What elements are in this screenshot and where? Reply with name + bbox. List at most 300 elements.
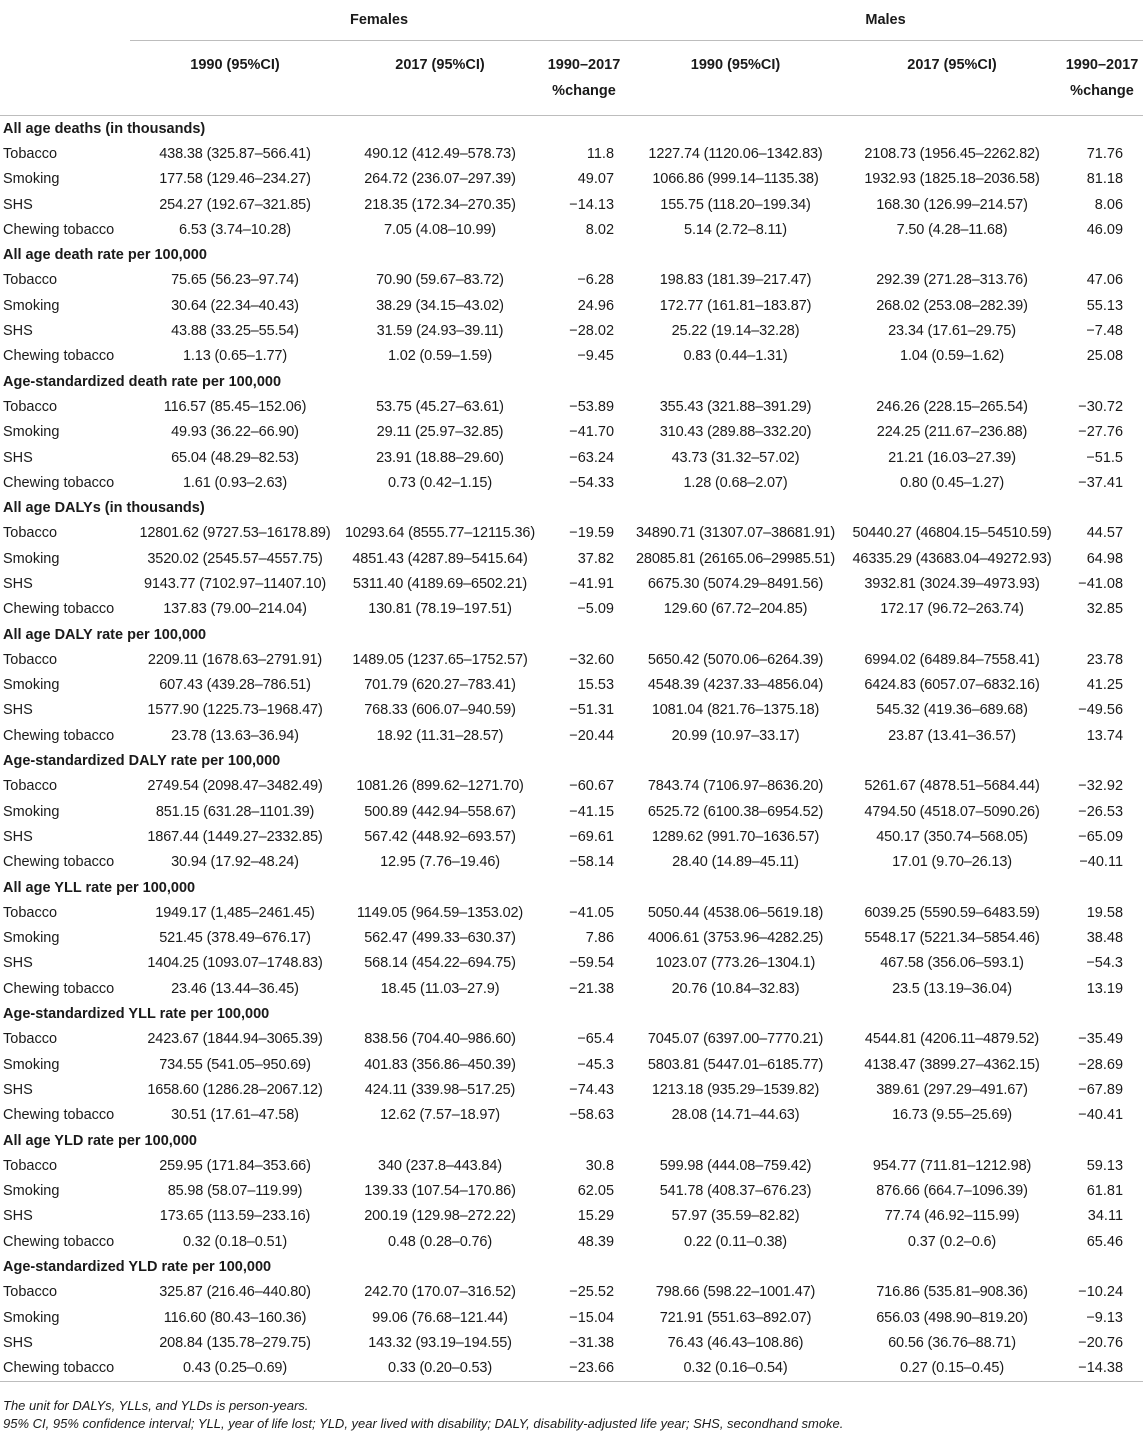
female-2017: 99.06 (76.68–121.44) bbox=[372, 1309, 508, 1326]
table-row bbox=[0, 1229, 1143, 1254]
male-2017: 389.61 (297.29–491.67) bbox=[876, 1081, 1028, 1098]
female-change: −65.4 bbox=[577, 1031, 615, 1048]
female-1990: 9143.77 (7102.97–11407.10) bbox=[143, 575, 327, 592]
section-header-row bbox=[0, 748, 1143, 773]
female-2017: 200.19 (129.98–272.22) bbox=[364, 1208, 516, 1225]
row-label: Tobacco bbox=[3, 525, 58, 542]
female-2017: 838.56 (704.40–986.60) bbox=[364, 1031, 516, 1048]
row-label: SHS bbox=[3, 1334, 33, 1351]
male-2017: 23.87 (13.41–36.57) bbox=[888, 727, 1016, 744]
male-1990: 6675.30 (5074.29–8491.56) bbox=[647, 575, 824, 592]
row-label: Tobacco bbox=[3, 398, 58, 415]
section-header-row bbox=[0, 1001, 1143, 1026]
row-label: Smoking bbox=[3, 930, 60, 947]
male-1990: 1227.74 (1120.06–1342.83) bbox=[648, 145, 823, 162]
male-2017: 50440.27 (46804.15–54510.59) bbox=[852, 525, 1052, 542]
row-label: Tobacco bbox=[3, 272, 58, 289]
table-row bbox=[0, 1027, 1143, 1052]
female-1990: 2749.54 (2098.47–3482.49) bbox=[147, 778, 323, 795]
footnote-abbreviations: 95% CI, 95% confidence interval; YLL, year of life lost; YLD, year lived with disability; DALY, disability-adjusted life year; SHS, secondhand smoke. bbox=[3, 1416, 844, 1431]
female-2017: 5311.40 (4189.69–6502.21) bbox=[352, 575, 528, 592]
male-change: −28.69 bbox=[1078, 1056, 1124, 1073]
section-header-row bbox=[0, 622, 1143, 647]
male-2017: 21.21 (16.03–27.39) bbox=[888, 449, 1016, 466]
female-change: −31.38 bbox=[569, 1334, 615, 1351]
female-2017: 567.42 (448.92–693.57) bbox=[364, 828, 516, 845]
male-change: 23.78 bbox=[1086, 651, 1124, 668]
female-change: −15.04 bbox=[569, 1309, 615, 1326]
female-change: −19.59 bbox=[569, 525, 615, 542]
male-2017: 4138.47 (3899.27–4362.15) bbox=[864, 1056, 1040, 1073]
female-1990: 1577.90 (1225.73–1968.47) bbox=[147, 702, 323, 719]
female-1990: 2423.67 (1844.94–3065.39) bbox=[147, 1031, 323, 1048]
female-2017: 0.73 (0.42–1.15) bbox=[387, 474, 492, 491]
section-title: All age YLD rate per 100,000 bbox=[3, 1132, 197, 1149]
table-row bbox=[0, 647, 1143, 672]
row-label: Chewing tobacco bbox=[3, 1233, 115, 1250]
female-1990: 177.58 (129.46–234.27) bbox=[159, 171, 311, 188]
female-change: 30.8 bbox=[585, 1157, 615, 1174]
female-change: −32.60 bbox=[569, 651, 615, 668]
female-change: −28.02 bbox=[569, 323, 615, 340]
female-1990: 30.51 (17.61–47.58) bbox=[171, 1107, 299, 1124]
col-header-f-2017: 2017 (95%CI) bbox=[340, 41, 540, 116]
male-1990: 28.08 (14.71–44.63) bbox=[671, 1107, 800, 1124]
male-change: 64.98 bbox=[1086, 550, 1124, 567]
male-1990: 1213.18 (935.29–1539.82) bbox=[651, 1081, 820, 1098]
male-change: 19.58 bbox=[1086, 904, 1124, 921]
female-1990: 12801.62 (9727.53–16178.89) bbox=[139, 525, 331, 542]
male-change: −51.5 bbox=[1086, 449, 1124, 466]
row-label: Chewing tobacco bbox=[3, 727, 115, 744]
row-label: Chewing tobacco bbox=[3, 601, 115, 618]
male-2017: 0.27 (0.15–0.45) bbox=[843, 1356, 1061, 1382]
female-2017: 242.70 (170.07–316.52) bbox=[364, 1284, 516, 1301]
male-1990: 20.99 (10.97–33.17) bbox=[671, 727, 800, 744]
male-change: −7.48 bbox=[1086, 323, 1124, 340]
female-2017: 568.14 (454.22–694.75) bbox=[364, 955, 516, 972]
female-change: 62.05 bbox=[577, 1183, 615, 1200]
male-1990: 721.91 (551.63–892.07) bbox=[659, 1309, 812, 1326]
male-1990: 5803.81 (5447.01–6185.77) bbox=[647, 1056, 824, 1073]
male-2017: 23.34 (17.61–29.75) bbox=[888, 323, 1016, 340]
female-change: 48.39 bbox=[577, 1233, 615, 1250]
table-row bbox=[0, 900, 1143, 925]
male-1990: 1289.62 (991.70–1636.57) bbox=[651, 828, 820, 845]
female-2017: 23.91 (18.88–29.60) bbox=[376, 449, 504, 466]
female-2017: 218.35 (172.34–270.35) bbox=[364, 196, 516, 213]
table-row bbox=[0, 723, 1143, 748]
section-header-row bbox=[0, 1254, 1143, 1279]
row-label: SHS bbox=[3, 1081, 33, 1098]
male-1990: 1081.04 (821.76–1375.18) bbox=[651, 702, 820, 719]
male-1990: 1023.07 (773.26–1304.1) bbox=[655, 955, 816, 972]
male-1990: 155.75 (118.20–199.34) bbox=[660, 196, 811, 213]
section-header-row bbox=[0, 1128, 1143, 1153]
blank-subheader bbox=[0, 41, 130, 116]
male-change: −35.49 bbox=[1078, 1031, 1124, 1048]
female-change: −74.43 bbox=[569, 1081, 615, 1098]
female-change: −59.54 bbox=[569, 955, 615, 972]
row-label: Smoking bbox=[3, 803, 60, 820]
row-label: SHS bbox=[3, 702, 33, 719]
female-2017: 1.02 (0.59–1.59) bbox=[387, 348, 492, 365]
table-row bbox=[0, 318, 1143, 343]
table-row bbox=[0, 951, 1143, 976]
female-1990: 0.43 (0.25–0.69) bbox=[130, 1356, 340, 1382]
male-2017: 6424.83 (6057.07–6832.16) bbox=[864, 677, 1040, 694]
female-change: −54.33 bbox=[569, 474, 615, 491]
male-2017: 4794.50 (4518.07–5090.26) bbox=[864, 803, 1040, 820]
female-2017: 768.33 (606.07–940.59) bbox=[364, 702, 516, 719]
row-label: Smoking bbox=[3, 1309, 60, 1326]
section-title: All age DALY rate per 100,000 bbox=[3, 626, 207, 643]
female-1990: 30.94 (17.92–48.24) bbox=[171, 854, 299, 871]
female-2017: 7.05 (4.08–10.99) bbox=[384, 221, 496, 238]
male-change: 81.18 bbox=[1086, 171, 1124, 188]
female-2017: 70.90 (59.67–83.72) bbox=[376, 272, 504, 289]
female-2017: 29.11 (25.97–32.85) bbox=[376, 424, 504, 441]
male-1990: 355.43 (321.88–391.29) bbox=[659, 398, 812, 415]
group-header-row bbox=[0, 0, 1143, 41]
male-change: 38.48 bbox=[1086, 930, 1124, 947]
female-2017: 18.45 (11.03–27.9) bbox=[380, 980, 500, 997]
female-change: −21.38 bbox=[569, 980, 615, 997]
male-change: −40.41 bbox=[1078, 1107, 1124, 1124]
section-title: All age death rate per 100,000 bbox=[3, 247, 207, 264]
female-change: −25.52 bbox=[569, 1284, 615, 1301]
male-change: −41.08 bbox=[1078, 575, 1124, 592]
male-change: −40.11 bbox=[1079, 854, 1124, 871]
male-change: 41.25 bbox=[1086, 677, 1124, 694]
female-2017: 130.81 (78.19–197.51) bbox=[368, 601, 512, 618]
row-label: Tobacco bbox=[3, 1284, 58, 1301]
female-1990: 607.43 (439.28–786.51) bbox=[159, 677, 311, 694]
table-row bbox=[0, 1103, 1143, 1128]
male-2017: 1.04 (0.59–1.62) bbox=[900, 348, 1005, 365]
row-label: Chewing tobacco bbox=[0, 1356, 130, 1382]
female-1990: 208.84 (135.78–279.75) bbox=[159, 1334, 311, 1351]
female-2017: 340 (237.8–443.84) bbox=[378, 1157, 502, 1174]
row-label: Smoking bbox=[3, 297, 60, 314]
male-1990: 541.78 (408.37–676.23) bbox=[659, 1183, 812, 1200]
male-change: −67.89 bbox=[1078, 1081, 1124, 1098]
table-row bbox=[0, 1178, 1143, 1203]
male-change: −54.3 bbox=[1086, 955, 1124, 972]
table-row bbox=[0, 1305, 1143, 1330]
male-change: 61.81 bbox=[1086, 1183, 1124, 1200]
female-1990: 851.15 (631.28–1101.39) bbox=[155, 803, 315, 820]
table-row bbox=[0, 344, 1143, 369]
section-title: All age deaths (in thousands) bbox=[3, 120, 206, 137]
female-1990: 43.88 (33.25–55.54) bbox=[171, 323, 299, 340]
row-label: Tobacco bbox=[3, 904, 58, 921]
male-1990: 5050.44 (4538.06–5619.18) bbox=[647, 904, 824, 921]
row-label: SHS bbox=[3, 1208, 33, 1225]
female-1990: 23.46 (13.44–36.45) bbox=[171, 980, 299, 997]
table-row bbox=[0, 799, 1143, 824]
female-1990: 116.57 (85.45–152.06) bbox=[163, 398, 307, 415]
male-change: −14.38 bbox=[1061, 1356, 1143, 1382]
female-change: −14.13 bbox=[569, 196, 615, 213]
male-2017: 3932.81 (3024.39–4973.93) bbox=[864, 575, 1040, 592]
table-row bbox=[0, 824, 1143, 849]
female-change: −41.91 bbox=[569, 575, 615, 592]
male-1990: 1066.86 (999.14–1135.38) bbox=[652, 171, 819, 188]
row-label: SHS bbox=[3, 828, 33, 845]
table-row bbox=[0, 141, 1143, 166]
female-1990: 173.65 (113.59–233.16) bbox=[159, 1208, 311, 1225]
male-1990: 4548.39 (4237.33–4856.04) bbox=[647, 677, 824, 694]
col-header-f-change bbox=[540, 41, 628, 116]
male-change: −27.76 bbox=[1078, 424, 1124, 441]
female-2017: 1149.05 (964.59–1353.02) bbox=[356, 904, 524, 921]
female-1990: 1404.25 (1093.07–1748.83) bbox=[147, 955, 323, 972]
male-change: 55.13 bbox=[1086, 297, 1124, 314]
male-1990: 0.32 (0.16–0.54) bbox=[628, 1356, 843, 1382]
column-header-row bbox=[0, 41, 1143, 116]
male-2017: 2108.73 (1956.45–2262.82) bbox=[864, 145, 1040, 162]
table-row bbox=[0, 420, 1143, 445]
male-change: −37.41 bbox=[1078, 474, 1124, 491]
row-label: Chewing tobacco bbox=[3, 980, 115, 997]
section-title: All age DALYs (in thousands) bbox=[3, 500, 205, 517]
female-change: −69.61 bbox=[569, 828, 615, 845]
female-change: −41.70 bbox=[569, 424, 615, 441]
female-2017: 500.89 (442.94–558.67) bbox=[364, 803, 516, 820]
male-1990: 34890.71 (31307.07–38681.91) bbox=[636, 525, 835, 542]
male-change: 25.08 bbox=[1086, 348, 1124, 365]
male-1990: 43.73 (31.32–57.02) bbox=[671, 449, 800, 466]
female-1990: 75.65 (56.23–97.74) bbox=[171, 272, 299, 289]
female-change: −6.28 bbox=[577, 272, 615, 289]
male-1990: 7843.74 (7106.97–8636.20) bbox=[647, 778, 824, 795]
female-2017: 12.95 (7.76–19.46) bbox=[380, 854, 500, 871]
col-header-m-2017: 2017 (95%CI) bbox=[843, 41, 1061, 116]
female-2017: 701.79 (620.27–783.41) bbox=[364, 677, 516, 694]
male-change: 46.09 bbox=[1086, 221, 1124, 238]
male-1990: 5650.42 (5070.06–6264.39) bbox=[647, 651, 824, 668]
row-label: SHS bbox=[3, 955, 33, 972]
row-label: Smoking bbox=[3, 677, 60, 694]
female-1990: 137.83 (79.00–214.04) bbox=[163, 601, 307, 618]
male-1990: 0.83 (0.44–1.31) bbox=[683, 348, 788, 365]
male-2017: 0.80 (0.45–1.27) bbox=[900, 474, 1005, 491]
female-change: −5.09 bbox=[577, 601, 615, 618]
table-row bbox=[0, 1077, 1143, 1102]
female-1990: 3520.02 (2545.57–4557.75) bbox=[147, 550, 323, 567]
female-change: −20.44 bbox=[569, 727, 615, 744]
male-2017: 17.01 (9.70–26.13) bbox=[892, 854, 1012, 871]
section-header-row bbox=[0, 495, 1143, 520]
male-change: 8.06 bbox=[1094, 196, 1124, 213]
male-change: 47.06 bbox=[1086, 272, 1124, 289]
row-label: SHS bbox=[3, 449, 33, 466]
female-1990: 6.53 (3.74–10.28) bbox=[179, 221, 291, 238]
female-change: −45.3 bbox=[577, 1056, 615, 1073]
male-1990: 599.98 (444.08–759.42) bbox=[659, 1157, 812, 1174]
female-2017: 0.48 (0.28–0.76) bbox=[387, 1233, 492, 1250]
female-2017: 18.92 (11.31–28.57) bbox=[376, 727, 504, 744]
female-1990: 254.27 (192.67–321.85) bbox=[159, 196, 311, 213]
section-title: Age-standardized DALY rate per 100,000 bbox=[3, 753, 281, 770]
female-change: −23.66 bbox=[540, 1356, 628, 1382]
blank-header bbox=[0, 0, 130, 41]
male-2017: 292.39 (271.28–313.76) bbox=[876, 272, 1028, 289]
female-change: −60.67 bbox=[569, 778, 615, 795]
male-1990: 28085.81 (26165.06–29985.51) bbox=[636, 550, 835, 567]
row-label: Tobacco bbox=[3, 1157, 58, 1174]
col-header-m-change-l2: %change bbox=[1070, 83, 1134, 99]
male-1990: 798.66 (598.22–1001.47) bbox=[655, 1284, 816, 1301]
female-1990: 521.45 (378.49–676.17) bbox=[159, 930, 311, 947]
male-1990: 310.43 (289.88–332.20) bbox=[659, 424, 812, 441]
footnotes bbox=[3, 1397, 843, 1433]
male-2017: 268.02 (253.08–282.39) bbox=[876, 297, 1028, 314]
female-change: 24.96 bbox=[577, 297, 615, 314]
male-1990: 198.83 (181.39–217.47) bbox=[659, 272, 812, 289]
female-2017: 4851.43 (4287.89–5415.64) bbox=[352, 550, 528, 567]
male-change: −26.53 bbox=[1078, 803, 1124, 820]
male-1990: 25.22 (19.14–32.28) bbox=[671, 323, 800, 340]
female-change: −41.05 bbox=[569, 904, 615, 921]
male-change: 44.57 bbox=[1086, 525, 1124, 542]
female-2017: 562.47 (499.33–630.37) bbox=[364, 930, 516, 947]
table-row bbox=[0, 976, 1143, 1001]
male-2017: 467.58 (356.06–593.1) bbox=[880, 955, 1024, 972]
female-change: 8.02 bbox=[585, 221, 615, 238]
section-title: All age YLL rate per 100,000 bbox=[3, 879, 196, 896]
female-change: −58.63 bbox=[569, 1107, 615, 1124]
male-change: −49.56 bbox=[1078, 702, 1124, 719]
table-row bbox=[0, 470, 1143, 495]
table-row bbox=[0, 774, 1143, 799]
male-change: 32.85 bbox=[1086, 601, 1124, 618]
table-row bbox=[0, 546, 1143, 571]
male-2017: 876.66 (664.7–1096.39) bbox=[876, 1183, 1028, 1200]
male-1990: 7045.07 (6397.00–7770.21) bbox=[647, 1031, 824, 1048]
male-2017: 1932.93 (1825.18–2036.58) bbox=[864, 171, 1040, 188]
table-body bbox=[0, 116, 1143, 1382]
male-change: 13.74 bbox=[1086, 727, 1124, 744]
row-label: Tobacco bbox=[3, 145, 58, 162]
female-1990: 259.95 (171.84–353.66) bbox=[159, 1157, 311, 1174]
female-change: −51.31 bbox=[569, 702, 615, 719]
table-row bbox=[0, 673, 1143, 698]
table-row bbox=[0, 571, 1143, 596]
male-2017: 23.5 (13.19–36.04) bbox=[892, 980, 1012, 997]
section-header-row bbox=[0, 116, 1143, 142]
male-change: 34.11 bbox=[1087, 1208, 1124, 1225]
female-2017: 1081.26 (899.62–1271.70) bbox=[356, 778, 524, 795]
female-1990: 23.78 (13.63–36.94) bbox=[171, 727, 299, 744]
row-label: Tobacco bbox=[3, 778, 58, 795]
row-label: Chewing tobacco bbox=[3, 348, 115, 365]
section-title: Age-standardized death rate per 100,000 bbox=[3, 373, 282, 390]
male-1990: 6525.72 (6100.38–6954.52) bbox=[647, 803, 824, 820]
male-1990: 0.22 (0.11–0.38) bbox=[684, 1233, 787, 1250]
male-2017: 5261.67 (4878.51–5684.44) bbox=[864, 778, 1040, 795]
female-2017: 12.62 (7.57–18.97) bbox=[380, 1107, 500, 1124]
female-2017: 53.75 (45.27–63.61) bbox=[376, 398, 504, 415]
table-row bbox=[0, 445, 1143, 470]
row-label: Chewing tobacco bbox=[3, 1107, 115, 1124]
footnote-units: The unit for DALYs, YLLs, and YLDs is person-years. bbox=[3, 1398, 309, 1413]
row-label: Smoking bbox=[3, 171, 60, 188]
female-1990: 438.38 (325.87–566.41) bbox=[159, 145, 311, 162]
female-2017: 490.12 (412.49–578.73) bbox=[364, 145, 516, 162]
col-header-f-change-l2: %change bbox=[552, 83, 616, 99]
table-row bbox=[0, 521, 1143, 546]
female-change: −9.45 bbox=[577, 348, 615, 365]
col-header-f-1990: 1990 (95%CI) bbox=[130, 41, 340, 116]
female-1990: 1.13 (0.65–1.77) bbox=[182, 348, 287, 365]
female-change: −63.24 bbox=[569, 449, 615, 466]
female-1990: 116.60 (80.43–160.36) bbox=[163, 1309, 307, 1326]
female-1990: 1658.60 (1286.28–2067.12) bbox=[147, 1081, 323, 1098]
table-row bbox=[0, 293, 1143, 318]
table-row bbox=[0, 926, 1143, 951]
female-2017: 401.83 (356.86–450.39) bbox=[364, 1056, 516, 1073]
row-label: Chewing tobacco bbox=[3, 221, 115, 238]
row-label: Chewing tobacco bbox=[3, 474, 115, 491]
row-label: SHS bbox=[3, 196, 33, 213]
male-2017: 172.17 (96.72–263.74) bbox=[880, 601, 1024, 618]
female-1990: 1.61 (0.93–2.63) bbox=[182, 474, 287, 491]
female-change: −53.89 bbox=[569, 398, 615, 415]
section-title: Age-standardized YLD rate per 100,000 bbox=[3, 1259, 272, 1275]
female-1990: 30.64 (22.34–40.43) bbox=[171, 297, 299, 314]
female-2017: 38.29 (34.15–43.02) bbox=[376, 297, 504, 314]
row-label: SHS bbox=[3, 323, 33, 340]
male-change: 65.46 bbox=[1086, 1233, 1124, 1250]
section-header-row bbox=[0, 242, 1143, 267]
male-2017: 5548.17 (5221.34–5854.46) bbox=[864, 930, 1040, 947]
male-2017: 450.17 (350.74–568.05) bbox=[876, 828, 1028, 845]
male-2017: 656.03 (498.90–819.20) bbox=[876, 1309, 1028, 1326]
male-2017: 46335.29 (43683.04–49272.93) bbox=[852, 550, 1052, 567]
col-header-f-change-l1: 1990–2017 bbox=[547, 57, 621, 73]
row-label: Chewing tobacco bbox=[3, 854, 115, 871]
male-change: −10.24 bbox=[1078, 1284, 1124, 1301]
female-1990: 2209.11 (1678.63–2791.91) bbox=[147, 651, 323, 668]
male-change: 71.76 bbox=[1086, 145, 1124, 162]
male-change: 13.19 bbox=[1086, 980, 1124, 997]
group-header-females: Females bbox=[130, 0, 628, 41]
table-row bbox=[0, 1052, 1143, 1077]
female-2017: 31.59 (24.93–39.11) bbox=[376, 323, 504, 340]
female-change: 7.86 bbox=[585, 930, 615, 947]
female-2017: 0.33 (0.20–0.53) bbox=[340, 1356, 540, 1382]
row-label: Tobacco bbox=[3, 1031, 58, 1048]
female-1990: 1867.44 (1449.27–2332.85) bbox=[147, 828, 323, 845]
male-change: −30.72 bbox=[1078, 398, 1124, 415]
table-row bbox=[0, 597, 1143, 622]
female-2017: 139.33 (107.54–170.86) bbox=[364, 1183, 516, 1200]
male-2017: 6994.02 (6489.84–7558.41) bbox=[864, 651, 1040, 668]
male-1990: 1.28 (0.68–2.07) bbox=[683, 474, 788, 491]
female-change: 37.82 bbox=[577, 550, 615, 567]
female-1990: 85.98 (58.07–119.99) bbox=[167, 1183, 303, 1200]
male-2017: 246.26 (228.15–265.54) bbox=[876, 398, 1028, 415]
male-2017: 224.25 (211.67–236.88) bbox=[876, 424, 1028, 441]
male-1990: 129.60 (67.72–204.85) bbox=[663, 601, 808, 618]
row-label: Smoking bbox=[3, 1183, 60, 1200]
female-2017: 424.11 (339.98–517.25) bbox=[364, 1081, 516, 1098]
section-header-row bbox=[0, 369, 1143, 394]
male-1990: 20.76 (10.84–32.83) bbox=[671, 980, 800, 997]
female-1990: 0.32 (0.18–0.51) bbox=[182, 1233, 287, 1250]
